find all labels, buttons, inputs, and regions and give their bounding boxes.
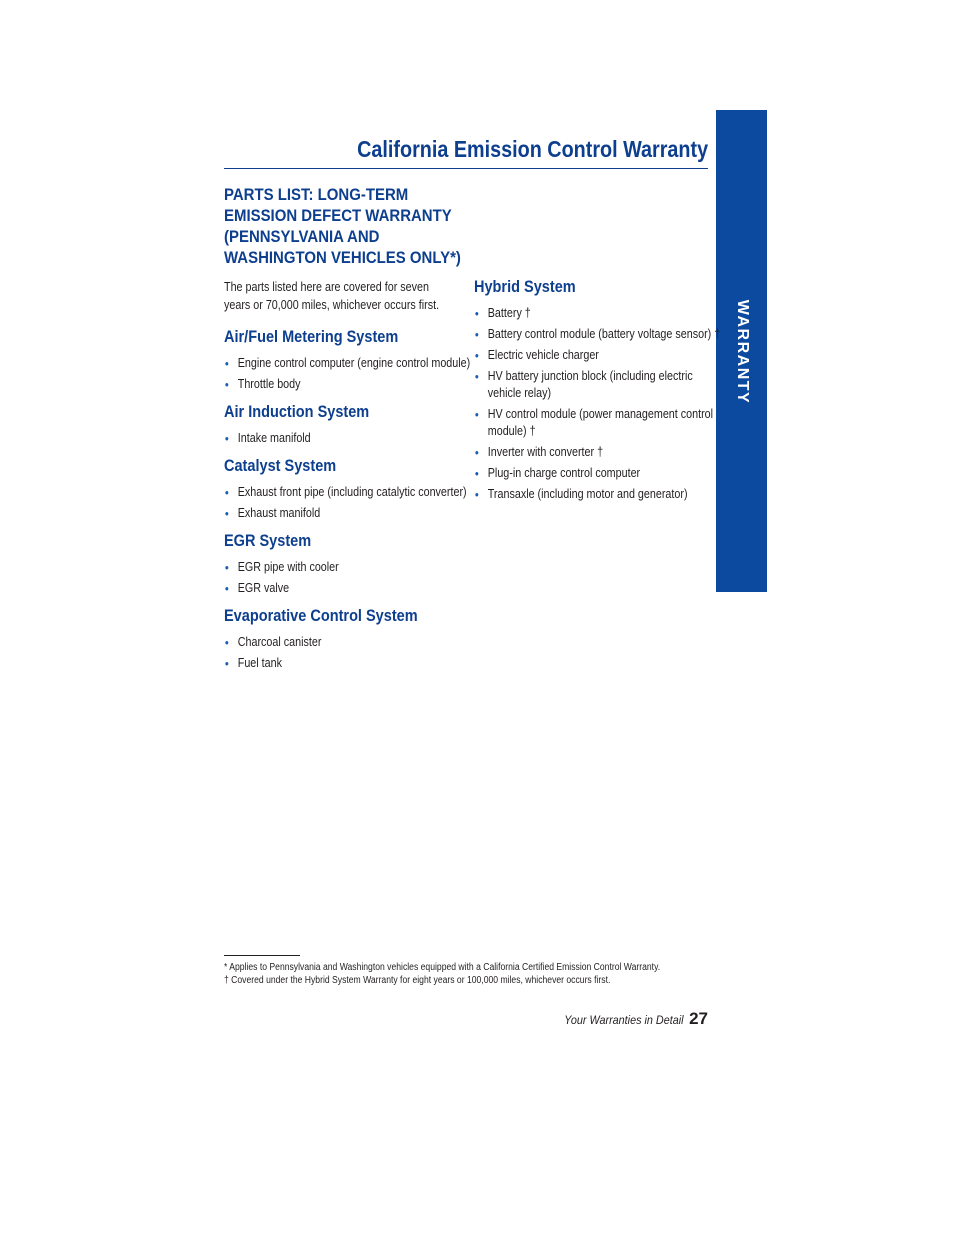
list-item [474,406,722,440]
bullet-icon: • [474,369,479,384]
heading-line: EMISSION DEFECT WARRANTY [224,206,452,225]
parts-list [474,305,721,503]
bullet-icon: • [224,635,229,650]
page-title: California Emission Control Warranty [357,136,708,162]
list-item [224,559,472,576]
footnote-dagger: † Covered under the Hybrid System Warranty for eight years or 100,000 miles, whichever occurs first. [224,975,611,986]
list-item [224,430,472,447]
bullet-icon: • [224,560,229,575]
page-number: 27 [689,1009,708,1028]
list-item [474,486,722,503]
list-item [224,634,472,651]
list-item [224,580,472,597]
left-sections [224,328,471,672]
bullet-icon: • [224,485,229,500]
list-item-text: EGR pipe with cooler [237,560,339,574]
list-item-text: Transaxle (including motor and generator) [487,487,688,501]
list-item [474,444,722,461]
bullet-icon: • [474,445,479,460]
list-item [474,347,722,364]
list-item [224,484,472,501]
list-item-text: Plug-in charge control computer [487,466,641,480]
bullet-icon: • [474,348,479,363]
list-item-text: HV control module (power management control module) † [487,407,714,438]
list-item-text: Electric vehicle charger [487,348,599,362]
list-item-text: Fuel tank [237,656,282,670]
section-heading: Air Induction System [224,403,370,421]
list-item-text: Exhaust manifold [237,506,321,520]
parts-list [224,430,464,447]
bullet-icon: • [474,306,479,321]
section-heading: EGR System [224,532,312,550]
heading-line: PARTS LIST: LONG-TERM [224,185,409,204]
list-item [474,368,722,402]
list-item-text: Charcoal canister [237,635,322,649]
section-heading: Air/Fuel Metering System [224,328,399,346]
bullet-icon: • [224,356,229,371]
right-sections [474,278,721,503]
list-item [474,465,722,482]
bullet-icon: • [224,431,229,446]
side-tab [716,110,767,592]
page-footer [551,1009,708,1029]
footnote-divider [224,955,300,956]
footnote-asterisk: * Applies to Pennsylvania and Washington vehicles equipped with a California Certified Emission Control Warranty. [224,962,661,973]
heading-line: WASHINGTON VEHICLES ONLY*) [224,248,461,267]
parts-list [224,634,464,672]
right-column [474,272,721,513]
list-item [474,326,722,343]
bullet-icon: • [474,487,479,502]
list-item-text: Intake manifold [237,431,311,445]
list-item-text: Battery † [487,306,531,320]
intro-paragraph: The parts listed here are covered for seven years or 70,000 miles, whichever occurs first. [224,280,440,312]
footnotes [224,961,706,987]
parts-list [224,484,467,522]
list-item [224,355,472,372]
section-heading: Catalyst System [224,457,337,475]
parts-list [224,355,471,393]
left-column [224,184,471,682]
list-item-text: Engine control computer (engine control module) [237,356,471,370]
list-item-text: EGR valve [237,581,290,595]
list-item [224,505,472,522]
section-heading: Hybrid System [474,278,576,296]
parts-list-heading [224,184,461,268]
side-tab-label: WARRANTY [733,299,751,405]
list-item-text: Inverter with converter † [487,445,604,459]
bullet-icon: • [224,656,229,671]
list-item-text: HV battery junction block (including electric vehicle relay) [487,369,693,400]
heading-line: (PENNSYLVANIA AND [224,227,380,246]
list-item [474,305,722,322]
title-divider [224,168,708,169]
bullet-icon: • [474,466,479,481]
list-item-text: Exhaust front pipe (including catalytic converter) [237,485,467,499]
parts-list [224,559,464,597]
bullet-icon: • [474,407,479,422]
list-item [224,655,472,672]
bullet-icon: • [474,327,479,342]
bullet-icon: • [224,506,229,521]
section-heading: Evaporative Control System [224,607,418,625]
list-item-text: Throttle body [237,377,301,391]
footer-label: Your Warranties in Detail [563,1013,684,1027]
bullet-icon: • [224,377,229,392]
list-item [224,376,472,393]
list-item-text: Battery control module (battery voltage sensor) † [487,327,721,341]
bullet-icon: • [224,581,229,596]
